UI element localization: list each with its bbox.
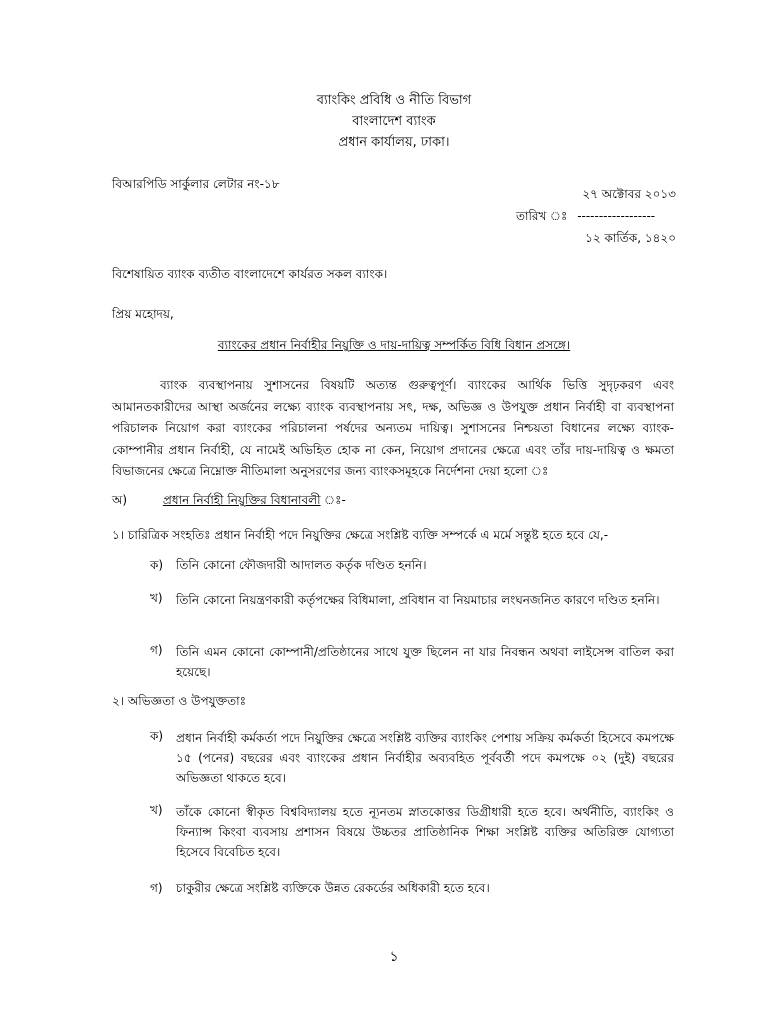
point-1-item-ga-label: গ) (150, 643, 163, 657)
subject-line: ব্যাংকের প্রধান নির্বাহীর নিয়ুক্তি ও দায়-দায়িত্ব সম্পর্কিত বিধি বিধান প্রসঙ্গে। (217, 338, 571, 352)
recipients-line: বিশেষায়িত ব্যাংক ব্যতীত বাংলাদেশে কার্যরত সকল ব্যাংক। (112, 267, 388, 281)
point-2-item-kha-text: তাঁকে কোনো স্বীকৃত বিশ্ববিদ্যালয় হতে ন্যূনতম স্নাতকোত্তর ডিগ্রীধারী হতে হবে। অর্থনীতি, ব্যাংকিং ও ফিন্যান্স কিংবা ব্যবসায় প্রশাসন বিষয়ে উচ্চতর প্রাতিষ্ঠানিক শিক্ষা সংশ্লিষ্ট ব্যক্তির অতিরিক্ত যোগ্যতা হিসেবে বিবেচিত হবে। (176, 805, 674, 859)
department-name: ব্যাংকিং প্রবিধি ও নীতি বিভাগ (316, 93, 472, 108)
section-a-title-suffix: ঃ- (320, 493, 346, 507)
date-label: তারিখ ঃ (516, 209, 568, 223)
point-2-heading: ২। অভিজ্ঞতা ও উপযুক্ততাঃ (112, 694, 247, 708)
point-1-item-ka-label: ক) (150, 558, 164, 572)
date-label-row (516, 208, 655, 224)
date-bangla: ১২ কার্তিক, ১৪২০ (585, 231, 676, 245)
intro-paragraph: ব্যাংক ব্যবস্থাপনায় সুশাসনের বিষয়টি অত্যন্ত গুরুত্বপূর্ণ। ব্যাংকের আর্থিক ভিত্তি সুদৃঢ়করণ এবং আমানতকারীদের আস্থা অর্জনের লক্ষ্যে ব্যাংক ব্যবস্থাপনায় সৎ, দক্ষ, অভিজ্ঞ ও উপযুক্ত প্রধান নির্বাহী বা ব্যবস্থাপনা পরিচালক নিয়োগ করা ব্যাংকের পরিচালনা পর্ষদের অন্যতম দায়িত্ব। সুশাসনের নিশ্চয়তা বিধানের লক্ষ্যে ব্যাংক-কোম্পানীর প্রধান নির্বাহী, যে নামেই অভিহিত হোক না কেন, নিয়োগ প্রদানের ক্ষেত্রে এবং তাঁর দায়-দায়িত্ব ও ক্ষমতা বিভাজনের ক্ষেত্রে নিম্নোক্ত নীতিমালা অনুসরণের জন্য ব্যাংকসমূহকে নির্দেশনা দেয়া হলো ঃ (112, 378, 674, 478)
date-gregorian: ২৭ অক্টোবর ২০১৩ (582, 187, 676, 201)
point-1-item-ka-text: তিনি কোনো ফৌজদারী আদালত কর্তৃক দণ্ডিত হননি। (176, 558, 427, 572)
point-1-item-kha-text: তিনি কোনো নিয়ন্ত্রণকারী কর্তৃপক্ষের বিধিমালা, প্রবিধান বা নিয়মাচার লংঘনজনিত কারণে দণ্ডিত হননি। (176, 593, 660, 607)
point-1-heading: ১। চারিত্রিক সংহতিঃ প্রধান নির্বাহী পদে নিয়ুক্তির ক্ষেত্রে সংশ্লিষ্ট ব্যক্তি সম্পর্কে এ মর্মে সন্তুষ্ট হতে হবে যে,- (112, 528, 609, 542)
section-a-label: অ) (112, 493, 128, 507)
point-2-item-kha-label: খ) (150, 803, 163, 817)
section-a-heading (112, 492, 346, 508)
section-a-title: প্রধান নির্বাহী নিয়ুক্তির বিধানাবলী (162, 493, 321, 507)
circular-reference: বিআরপিডি সার্কুলার লেটার নং-১৮ (112, 177, 280, 191)
point-2-item-ga-label: গ) (150, 881, 163, 895)
page-number: ১ (389, 949, 399, 965)
point-2-item-ka-label: ক) (150, 729, 164, 743)
point-2-item-ga-text: চাকুরীর ক্ষেত্রে সংশ্লিষ্ট ব্যক্তিকে উন্নত রেকর্ডের অধিকারী হতে হবে। (176, 881, 490, 895)
bank-name: বাংলাদেশ ব্যাংক (352, 114, 436, 129)
office-name: প্রধান কার্যালয়, ঢাকা। (338, 135, 450, 150)
point-1-item-kha-label: খ) (150, 591, 163, 605)
point-2-item-ka-text: প্রধান নির্বাহী কর্মকর্তা পদে নিয়ুক্তির ক্ষেত্রে সংশ্লিষ্ট ব্যক্তির ব্যাংকিং পেশায় সক্রিয় কর্মকর্তা হিসেবে কমপক্ষে ১৫ (পনের) বছরের এবং ব্যাংকের প্রধান নির্বাহীর অব্যবহিত পূর্ববর্তী পদে কমপক্ষে ০২ (দুই) বছরের অভিজ্ঞতা থাকতে হবে। (176, 731, 674, 785)
date-dashes: ------------------ (577, 209, 656, 223)
point-1-item-ga-text: তিনি এমন কোনো কোম্পানী/প্রতিষ্ঠানের সাথে যুক্ত ছিলেন না যার নিবন্ধন অথবা লাইসেন্স বাতিল করা হয়েছে। (176, 645, 674, 679)
salutation: প্রিয় মহোদয়, (112, 307, 174, 321)
